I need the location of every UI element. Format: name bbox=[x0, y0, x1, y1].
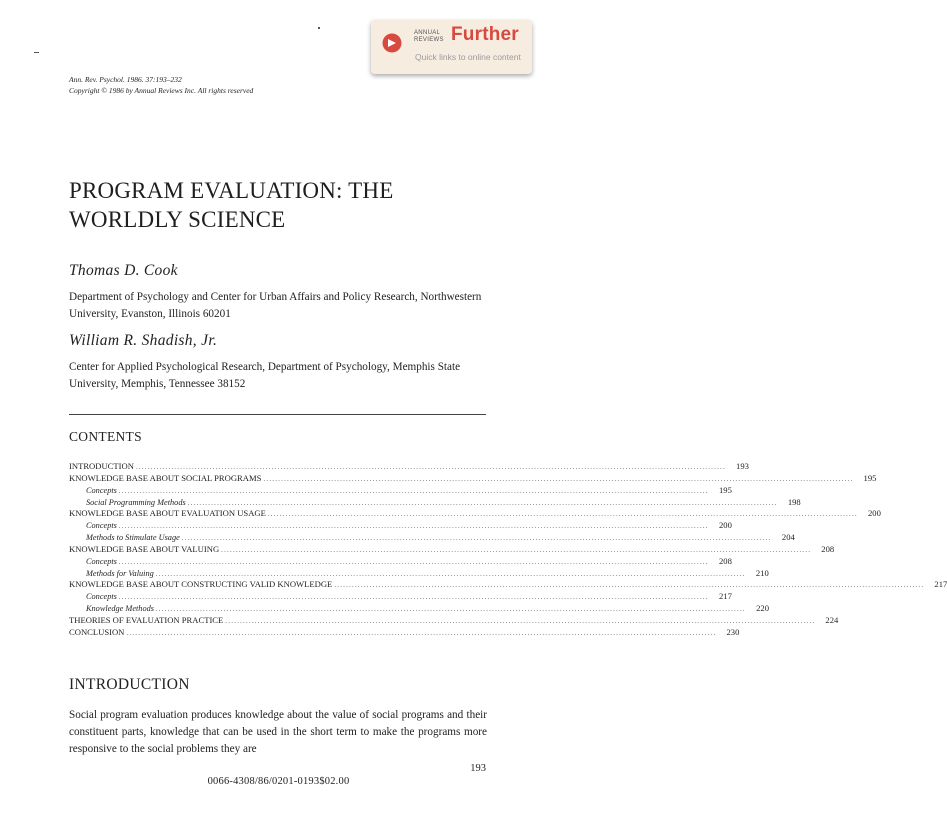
toc-entry[interactable] bbox=[69, 579, 947, 591]
toc-entry[interactable] bbox=[69, 614, 839, 627]
toc-entry-label: Concepts bbox=[86, 556, 117, 566]
toc-dot-leader: ........................................................................................................................................................................................................ bbox=[263, 474, 854, 483]
annual-reviews-logo-icon bbox=[382, 33, 402, 53]
badge-tagline: Quick links to online content bbox=[415, 52, 521, 62]
toc-dot-leader: ........................................................................................................................................................................................................ bbox=[118, 557, 709, 566]
toc-entry-page: 224 bbox=[825, 614, 839, 625]
toc-entry-label: CONCLUSION bbox=[69, 626, 125, 637]
scan-speck bbox=[318, 27, 320, 29]
article-title bbox=[69, 176, 394, 234]
toc-dot-leader: ........................................................................................................................................................................................................ bbox=[135, 463, 726, 471]
citation-line: Ann. Rev. Psychol. 1986. 37:193–232 bbox=[69, 75, 182, 84]
toc-entry-label: Knowledge Methods bbox=[86, 604, 154, 614]
toc-subentry[interactable] bbox=[69, 520, 732, 532]
article-title-line: PROGRAM EVALUATION: THE bbox=[69, 178, 394, 203]
toc-entry-label: Methods to Stimulate Usage bbox=[86, 533, 180, 543]
table-of-contents bbox=[69, 461, 947, 639]
toc-entry-label: Concepts bbox=[86, 521, 117, 531]
toc-entry-page: 195 bbox=[719, 484, 732, 495]
toc-entry-page: 204 bbox=[781, 532, 795, 543]
contents-heading: CONTENTS bbox=[69, 429, 142, 444]
author-name: William R. Shadish, Jr. bbox=[69, 332, 218, 349]
toc-entry-label: KNOWLEDGE BASE ABOUT SOCIAL PROGRAMS bbox=[69, 472, 262, 483]
page-number: 193 bbox=[470, 763, 486, 774]
toc-subentry[interactable] bbox=[69, 603, 769, 615]
toc-dot-leader: ........................................................................................................................................................................................................ bbox=[118, 593, 709, 602]
toc-subentry[interactable] bbox=[69, 532, 795, 544]
toc-subentry[interactable] bbox=[69, 484, 732, 497]
toc-dot-leader: ........................................................................................................................................................................................................ bbox=[334, 581, 925, 590]
toc-dot-leader: ........................................................................................................................................................................................................ bbox=[118, 522, 709, 531]
author-name: Thomas D. Cook bbox=[69, 262, 178, 279]
toc-entry-page: 193 bbox=[736, 461, 749, 471]
toc-dot-leader: ........................................................................................................................................................................................................ bbox=[181, 534, 772, 543]
toc-entry[interactable] bbox=[69, 543, 835, 556]
toc-entry-label: Concepts bbox=[86, 485, 117, 495]
author-affiliation: Department of Psychology and Center for Urban Affairs and Policy Research, Northwestern University, Evanston, Illinois 60201 bbox=[69, 291, 482, 320]
scan-speck bbox=[34, 52, 39, 53]
toc-entry-page: 220 bbox=[756, 603, 769, 614]
toc-entry-label: Social Programming Methods bbox=[86, 497, 186, 507]
body-paragraph: Social program evaluation produces knowledge about the value of social programs and their constituent parts, knowledge that can be used in the short term to make the programs more responsive to the social problems they are bbox=[69, 709, 487, 755]
badge-title: Further bbox=[451, 24, 519, 45]
toc-entry[interactable] bbox=[69, 472, 877, 485]
toc-dot-leader: ........................................................................................................................................................................................................ bbox=[187, 498, 778, 507]
toc-entry-page: 210 bbox=[755, 567, 769, 578]
toc-entry-label: Concepts bbox=[86, 592, 117, 602]
toc-dot-leader: ........................................................................................................................................................................................................ bbox=[267, 510, 858, 519]
toc-entry-page: 195 bbox=[863, 472, 877, 483]
annual-reviews-further-badge[interactable] bbox=[371, 20, 532, 74]
toc-entry-label: Methods for Valuing bbox=[86, 568, 154, 578]
toc-dot-leader: ........................................................................................................................................................................................................ bbox=[225, 616, 816, 625]
toc-entry-page: 198 bbox=[787, 496, 801, 507]
toc-entry[interactable] bbox=[69, 461, 749, 473]
toc-entry-page: 230 bbox=[726, 626, 740, 637]
section-divider bbox=[69, 414, 486, 415]
badge-brand: ANNUAL REVIEWS bbox=[414, 30, 444, 43]
toc-subentry[interactable] bbox=[69, 567, 769, 580]
toc-entry-label: KNOWLEDGE BASE ABOUT VALUING bbox=[69, 543, 220, 554]
copyright-line: Copyright © 1986 by Annual Reviews Inc. All rights reserved bbox=[69, 86, 254, 95]
toc-entry-page: 208 bbox=[821, 543, 835, 554]
toc-entry-label: INTRODUCTION bbox=[69, 461, 134, 471]
toc-entry[interactable] bbox=[69, 626, 740, 639]
toc-dot-leader: ........................................................................................................................................................................................................ bbox=[118, 486, 709, 495]
toc-entry-page: 217 bbox=[719, 591, 732, 602]
toc-entry-label: KNOWLEDGE BASE ABOUT CONSTRUCTING VALID KNOWLEDGE bbox=[69, 579, 333, 590]
toc-dot-leader: ........................................................................................................................................................................................................ bbox=[126, 628, 717, 637]
toc-subentry[interactable] bbox=[69, 591, 732, 603]
toc-dot-leader: ........................................................................................................................................................................................................ bbox=[155, 605, 746, 614]
toc-subentry[interactable] bbox=[69, 496, 801, 509]
toc-dot-leader: ........................................................................................................................................................................................................ bbox=[155, 569, 746, 578]
toc-entry-label: KNOWLEDGE BASE ABOUT EVALUATION USAGE bbox=[69, 508, 266, 519]
toc-entry-label: THEORIES OF EVALUATION PRACTICE bbox=[69, 614, 224, 625]
article-title-line: WORLDLY SCIENCE bbox=[69, 207, 286, 232]
toc-entry-page: 200 bbox=[719, 520, 732, 531]
toc-entry[interactable] bbox=[69, 508, 881, 520]
toc-entry-page: 208 bbox=[719, 555, 732, 566]
toc-entry-page: 200 bbox=[867, 508, 881, 519]
toc-dot-leader: ........................................................................................................................................................................................................ bbox=[221, 545, 812, 554]
toc-subentry[interactable] bbox=[69, 555, 732, 568]
section-heading: INTRODUCTION bbox=[69, 676, 190, 693]
author-affiliation: Center for Applied Psychological Research, Department of Psychology, Memphis State University, Memphis, Tennessee 38152 bbox=[69, 361, 461, 390]
article-code: 0066-4308/86/0201-0193$02.00 bbox=[207, 776, 350, 787]
toc-entry-page: 217 bbox=[934, 579, 947, 590]
